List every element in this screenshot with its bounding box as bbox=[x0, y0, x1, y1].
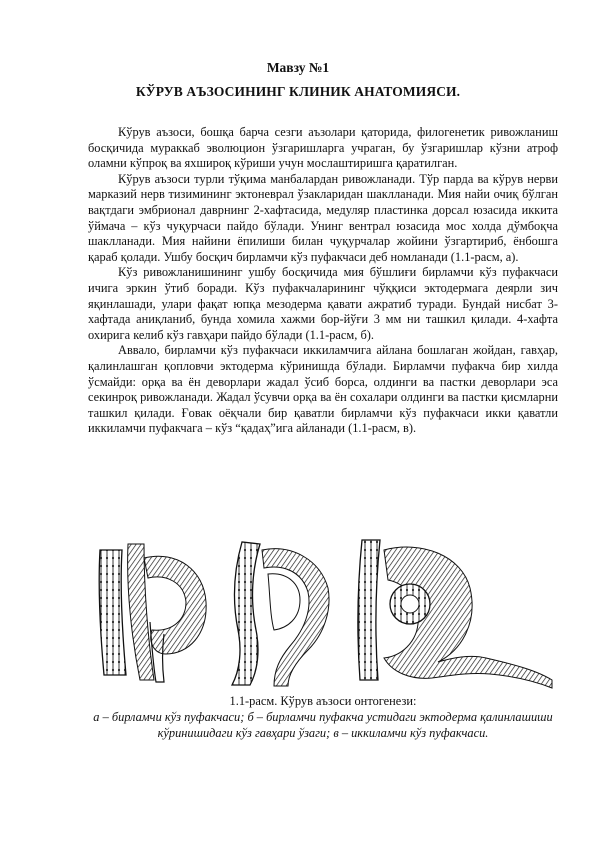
stage-a-drawing bbox=[99, 544, 206, 682]
caption-description: а – бирламчи кўз пуфакчаси; б – бирламчи пуфакча устидаги эктодерма қалинлашиши кўринишидаги кўз гавҳари ўзаги; в – иккиламчи кўз пуфакчаси. bbox=[93, 710, 553, 740]
ontogenesis-figure bbox=[92, 530, 558, 690]
body-text bbox=[88, 125, 558, 437]
stage-b-drawing bbox=[232, 542, 329, 686]
figure-caption bbox=[88, 693, 558, 741]
ontogenesis-illustration bbox=[92, 530, 558, 690]
paragraph: Аввало, бирламчи кўз пуфакчаси иккиламчига айлана бошлаган жойдан, гавҳар, қалинлашган қопловчи эктодерма кўринишда бўлади. Бирламчи пуфакча бир хилда ўсмайди: орқа ва ён деворлари жадал ўсиб борса, олдинги ва пастки деворлари эса секинроқ ривожланади. Жадал ўсувчи орқа ва ён сохалари олдинги ва пастки қисмларни ташкил қилади. Ғовак оёқчали бир қаватли бирламчи кўз пуфакчаси икки қаватли иккиламчи пуфакчага – кўз “қадаҳ”ига айланади (1.1-расм, в). bbox=[88, 343, 558, 436]
page-title: КЎРУВ АЪЗОСИНИНГ КЛИНИК АНАТОМИЯСИ. bbox=[135, 84, 461, 99]
paragraph: Кўз ривожланишининг ушбу босқичида мия бўшлиғи бирламчи кўз пуфакчаси ичига эркин ўтиб боради. Кўз пуфакчаларининг чўққиси эктодермага деярли зич яқинлашади, улари фақат юпқа мезодерма қавати ажратиб туради. Бундай нисбат 3-хафтада аниқланиб, бунда хомила хажми бор-йўғи 3 мм ни ташкил қилади. 4-хафта охирига келиб кўз гавҳари пайдо бўлади (1.1-расм, б). bbox=[88, 265, 558, 342]
paragraph: Кўрув аъзоси турли тўқима манбалардан ривожланади. Тўр парда ва кўрув нерви марказий нерв тизимининг эктоневрал ўзакларидан шаклланади. Мия найи очиқ бўлган вақтдаги эмбрионал даврнинг 2-хафтасида, медуляр пластинка дорсал юзасида иккита ўймача – кўз чуқурчаси пайдо бўлади. Унинг вентрал юзасида мос холда дўмбоқча шаклланади. Мия найини ёпилиши билан чуқурчалар жойини ўзгартириб, ёнбошга қараб қолади. Ушбу босқич бирламчи кўз пуфакчаси деб номланади (1.1-расм, а). bbox=[88, 171, 558, 264]
paragraph: Кўрув аъзоси, бошқа барча сезги аъзолари қаторида, филогенетик ривожланиш босқичида мураккаб эволюцион ўзгаришларга учраган, бу ўзгаришлар кўзни атроф оламни кўпроқ ва яхшироқ кўриши учун мослаштиришга қаратилган. bbox=[88, 125, 558, 171]
topic-heading: Мавзу №1 bbox=[266, 60, 330, 75]
stage-c-drawing bbox=[358, 540, 552, 688]
caption-title: 1.1-расм. Кўрув аъзоси онтогенези: bbox=[229, 694, 417, 708]
